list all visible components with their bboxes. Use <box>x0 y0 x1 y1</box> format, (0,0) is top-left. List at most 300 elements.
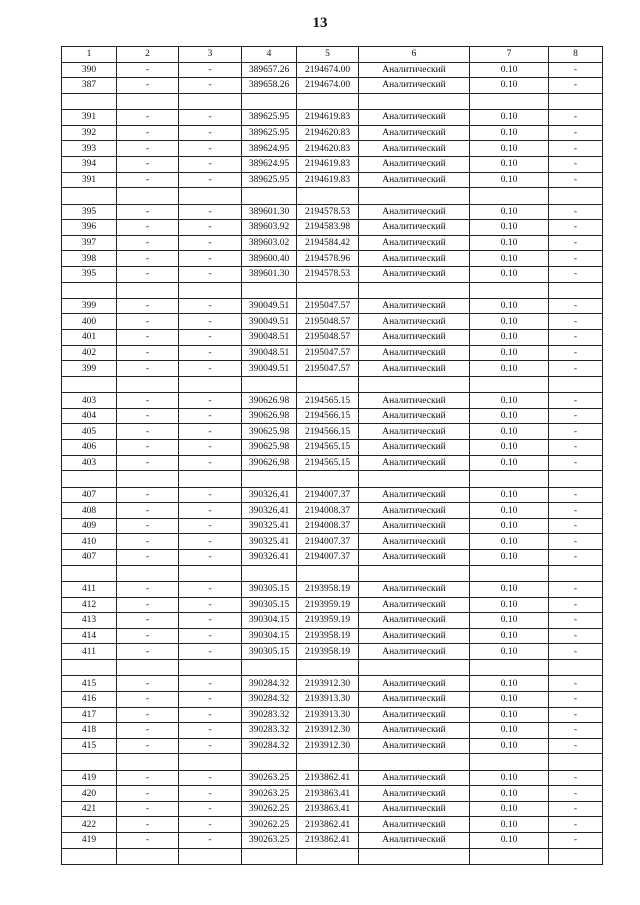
table-row <box>62 518 603 534</box>
table-cell: 390263.25 <box>242 786 297 802</box>
table-cell: 396 <box>62 220 117 236</box>
table-cell: 389625.95 <box>242 110 297 126</box>
table-cell: - <box>117 110 179 126</box>
table-cell: 2193958.19 <box>297 581 359 597</box>
empty-cell <box>359 93 470 109</box>
table-cell: 2193912.30 <box>297 738 359 754</box>
table-cell: 390284.32 <box>242 676 297 692</box>
table-cell: 2194620.83 <box>297 125 359 141</box>
table-cell: - <box>549 770 603 786</box>
empty-cell <box>62 93 117 109</box>
table-cell: - <box>179 455 242 471</box>
table-cell: - <box>549 644 603 660</box>
table-cell: - <box>117 691 179 707</box>
table-cell: Аналитический <box>359 266 470 282</box>
table-cell: 0.10 <box>470 707 549 723</box>
table-cell: - <box>117 801 179 817</box>
separator-row <box>62 659 603 675</box>
table-cell: - <box>179 204 242 220</box>
empty-cell <box>179 659 242 675</box>
empty-cell <box>549 565 603 581</box>
empty-cell <box>470 93 549 109</box>
table-cell: - <box>549 597 603 613</box>
table-cell: - <box>117 172 179 188</box>
table-row <box>62 723 603 739</box>
empty-cell <box>297 848 359 864</box>
table-cell: 2193913.30 <box>297 707 359 723</box>
table-cell: - <box>549 613 603 629</box>
table-row <box>62 314 603 330</box>
table-cell: 397 <box>62 235 117 251</box>
table-cell: 400 <box>62 314 117 330</box>
empty-cell <box>359 754 470 770</box>
table-cell: - <box>179 440 242 456</box>
table-cell: 402 <box>62 345 117 361</box>
table-row <box>62 110 603 126</box>
table-cell: - <box>179 581 242 597</box>
table-cell: 0.10 <box>470 235 549 251</box>
table-cell: 415 <box>62 738 117 754</box>
table-cell: 414 <box>62 628 117 644</box>
table-cell: 0.10 <box>470 723 549 739</box>
table-cell: - <box>549 534 603 550</box>
table-cell: - <box>117 723 179 739</box>
table-cell: - <box>179 691 242 707</box>
table-cell: 2194007.37 <box>297 487 359 503</box>
table-cell: - <box>179 833 242 849</box>
header-cell: 8 <box>549 47 603 63</box>
table-cell: - <box>117 393 179 409</box>
table-cell: 0.10 <box>470 487 549 503</box>
table-cell: - <box>549 110 603 126</box>
empty-cell <box>470 565 549 581</box>
table-cell: 390326.41 <box>242 487 297 503</box>
empty-cell <box>297 754 359 770</box>
table-cell: - <box>117 204 179 220</box>
table-cell: - <box>549 78 603 94</box>
empty-cell <box>179 471 242 487</box>
table-row <box>62 707 603 723</box>
table-cell: 419 <box>62 770 117 786</box>
table-cell: Аналитический <box>359 691 470 707</box>
table-cell: 0.10 <box>470 817 549 833</box>
table-cell: 0.10 <box>470 644 549 660</box>
table-cell: - <box>179 345 242 361</box>
table-cell: 418 <box>62 723 117 739</box>
table-cell: 421 <box>62 801 117 817</box>
table-cell: 0.10 <box>470 408 549 424</box>
table-cell: - <box>549 440 603 456</box>
header-cell: 3 <box>179 47 242 63</box>
empty-cell <box>62 565 117 581</box>
separator-row <box>62 754 603 770</box>
table-cell: 0.10 <box>470 534 549 550</box>
table-cell: - <box>117 235 179 251</box>
table-cell: Аналитический <box>359 738 470 754</box>
table-cell: - <box>179 78 242 94</box>
table-cell: 2194008.37 <box>297 518 359 534</box>
table-cell: 390262.25 <box>242 801 297 817</box>
separator-row <box>62 565 603 581</box>
table-cell: - <box>549 786 603 802</box>
table-cell: - <box>179 487 242 503</box>
table-cell: 0.10 <box>470 691 549 707</box>
empty-cell <box>179 376 242 392</box>
table-cell: 389658.26 <box>242 78 297 94</box>
empty-cell <box>470 376 549 392</box>
table-cell: - <box>117 408 179 424</box>
table-cell: - <box>117 125 179 141</box>
empty-cell <box>117 848 179 864</box>
empty-cell <box>179 93 242 109</box>
empty-cell <box>297 376 359 392</box>
table-row <box>62 220 603 236</box>
table-cell: Аналитический <box>359 314 470 330</box>
table-cell: Аналитический <box>359 345 470 361</box>
table-row <box>62 125 603 141</box>
table-cell: - <box>179 235 242 251</box>
table-cell: - <box>117 141 179 157</box>
table-cell: - <box>179 314 242 330</box>
empty-cell <box>549 188 603 204</box>
table-cell: Аналитический <box>359 628 470 644</box>
table-cell: 389603.02 <box>242 235 297 251</box>
table-cell: 390625.98 <box>242 424 297 440</box>
table-cell: 0.10 <box>470 549 549 565</box>
table-cell: 0.10 <box>470 345 549 361</box>
empty-cell <box>470 659 549 675</box>
empty-cell <box>179 282 242 298</box>
empty-cell <box>549 282 603 298</box>
table-cell: - <box>549 408 603 424</box>
table-row <box>62 393 603 409</box>
table-cell: 2194620.83 <box>297 141 359 157</box>
table-cell: - <box>549 628 603 644</box>
table-cell: - <box>179 393 242 409</box>
table-cell: - <box>179 597 242 613</box>
table-cell: 390325.41 <box>242 534 297 550</box>
table-cell: 0.10 <box>470 330 549 346</box>
table-cell: 392 <box>62 125 117 141</box>
table-cell: 2195047.57 <box>297 361 359 377</box>
table-cell: 0.10 <box>470 62 549 78</box>
table-cell: - <box>549 723 603 739</box>
table-row <box>62 738 603 754</box>
table-cell: 390326.41 <box>242 549 297 565</box>
table-cell: 0.10 <box>470 251 549 267</box>
empty-cell <box>470 471 549 487</box>
table-cell: 2194674.00 <box>297 78 359 94</box>
table-row <box>62 204 603 220</box>
table-row <box>62 235 603 251</box>
table-row <box>62 330 603 346</box>
coordinates-table <box>61 46 603 865</box>
table-cell: 2194583.98 <box>297 220 359 236</box>
empty-cell <box>359 376 470 392</box>
table-cell: - <box>117 503 179 519</box>
table-cell: 0.10 <box>470 204 549 220</box>
table-cell: 389600.40 <box>242 251 297 267</box>
table-cell: Аналитический <box>359 707 470 723</box>
empty-cell <box>242 188 297 204</box>
empty-cell <box>62 848 117 864</box>
table-cell: 390305.15 <box>242 581 297 597</box>
table-row <box>62 549 603 565</box>
table-cell: 2193959.19 <box>297 613 359 629</box>
table-cell: Аналитический <box>359 156 470 172</box>
table-cell: 2193913.30 <box>297 691 359 707</box>
table-cell: Аналитический <box>359 549 470 565</box>
table-row <box>62 833 603 849</box>
table-cell: - <box>549 220 603 236</box>
table-cell: Аналитический <box>359 424 470 440</box>
empty-cell <box>242 93 297 109</box>
table-row <box>62 817 603 833</box>
table-row <box>62 503 603 519</box>
table-row <box>62 440 603 456</box>
separator-row <box>62 93 603 109</box>
table-row <box>62 487 603 503</box>
empty-cell <box>470 188 549 204</box>
table-cell: 395 <box>62 204 117 220</box>
table-cell: 390625.98 <box>242 440 297 456</box>
table-row <box>62 361 603 377</box>
table-cell: - <box>549 251 603 267</box>
empty-cell <box>242 376 297 392</box>
table-cell: - <box>549 817 603 833</box>
table-cell: - <box>117 738 179 754</box>
table-cell: Аналитический <box>359 581 470 597</box>
table-cell: 0.10 <box>470 770 549 786</box>
table-cell: 410 <box>62 534 117 550</box>
table-cell: - <box>117 770 179 786</box>
table-cell: - <box>117 440 179 456</box>
empty-cell <box>117 188 179 204</box>
table-cell: - <box>179 707 242 723</box>
empty-cell <box>62 188 117 204</box>
table-row <box>62 424 603 440</box>
empty-cell <box>117 376 179 392</box>
table-cell: Аналитический <box>359 597 470 613</box>
table-cell: 0.10 <box>470 676 549 692</box>
table-cell: 390262.25 <box>242 817 297 833</box>
table-row <box>62 141 603 157</box>
table-cell: 404 <box>62 408 117 424</box>
empty-cell <box>242 659 297 675</box>
empty-cell <box>62 282 117 298</box>
table-cell: 389601.30 <box>242 266 297 282</box>
table-cell: 2193958.19 <box>297 628 359 644</box>
empty-cell <box>179 188 242 204</box>
table-cell: - <box>549 204 603 220</box>
table-cell: 0.10 <box>470 125 549 141</box>
empty-cell <box>117 471 179 487</box>
table-cell: - <box>549 581 603 597</box>
header-cell: 6 <box>359 47 470 63</box>
table-cell: 419 <box>62 833 117 849</box>
table-cell: - <box>549 549 603 565</box>
table-cell: 398 <box>62 251 117 267</box>
table-cell: - <box>179 424 242 440</box>
table-cell: - <box>117 78 179 94</box>
table-cell: 2194565.15 <box>297 440 359 456</box>
table-cell: - <box>179 298 242 314</box>
table-cell: - <box>549 676 603 692</box>
table-cell: - <box>549 518 603 534</box>
table-cell: - <box>117 817 179 833</box>
table-cell: 409 <box>62 518 117 534</box>
table-cell: 403 <box>62 393 117 409</box>
table-cell: 2195048.57 <box>297 330 359 346</box>
table-cell: - <box>179 801 242 817</box>
table-row <box>62 786 603 802</box>
table-cell: - <box>179 141 242 157</box>
table-cell: - <box>549 62 603 78</box>
table-cell: 390263.25 <box>242 770 297 786</box>
table-cell: - <box>549 235 603 251</box>
separator-row <box>62 282 603 298</box>
empty-cell <box>297 188 359 204</box>
table-cell: 2193862.41 <box>297 817 359 833</box>
table-cell: - <box>549 738 603 754</box>
table-cell: - <box>179 786 242 802</box>
table-row <box>62 455 603 471</box>
table-row <box>62 78 603 94</box>
table-cell: - <box>549 172 603 188</box>
table-row <box>62 581 603 597</box>
table-cell: 389625.95 <box>242 172 297 188</box>
table-cell: 415 <box>62 676 117 692</box>
table-cell: - <box>179 817 242 833</box>
table-cell: Аналитический <box>359 786 470 802</box>
header-cell: 1 <box>62 47 117 63</box>
table-cell: Аналитический <box>359 220 470 236</box>
table-cell: 2194008.37 <box>297 503 359 519</box>
table-cell: - <box>179 644 242 660</box>
empty-cell <box>359 471 470 487</box>
empty-cell <box>179 848 242 864</box>
empty-cell <box>62 376 117 392</box>
table-cell: Аналитический <box>359 440 470 456</box>
empty-cell <box>62 471 117 487</box>
table-cell: 2194578.96 <box>297 251 359 267</box>
table-row <box>62 156 603 172</box>
table-cell: - <box>549 455 603 471</box>
table-cell: 0.10 <box>470 156 549 172</box>
empty-cell <box>242 471 297 487</box>
table-cell: - <box>117 707 179 723</box>
table-cell: - <box>549 707 603 723</box>
table-cell: 389625.95 <box>242 125 297 141</box>
table-cell: 0.10 <box>470 141 549 157</box>
table-cell: Аналитический <box>359 204 470 220</box>
table-cell: 390284.32 <box>242 738 297 754</box>
table-row <box>62 676 603 692</box>
table-cell: - <box>117 786 179 802</box>
table-cell: Аналитический <box>359 361 470 377</box>
table-cell: 411 <box>62 581 117 597</box>
empty-cell <box>359 188 470 204</box>
table-cell: - <box>179 110 242 126</box>
table-cell: Аналитический <box>359 534 470 550</box>
table-cell: 390325.41 <box>242 518 297 534</box>
table-cell: Аналитический <box>359 503 470 519</box>
table-cell: - <box>117 644 179 660</box>
table-cell: 0.10 <box>470 738 549 754</box>
table-cell: - <box>179 676 242 692</box>
table-cell: 391 <box>62 172 117 188</box>
table-cell: - <box>117 266 179 282</box>
table-cell: - <box>179 266 242 282</box>
empty-cell <box>297 471 359 487</box>
table-cell: - <box>549 691 603 707</box>
table-cell: Аналитический <box>359 723 470 739</box>
empty-cell <box>297 93 359 109</box>
table-cell: Аналитический <box>359 62 470 78</box>
table-body <box>62 62 603 864</box>
table-cell: - <box>117 361 179 377</box>
table-cell: 2193863.41 <box>297 801 359 817</box>
empty-cell <box>242 848 297 864</box>
table-cell: 2195048.57 <box>297 314 359 330</box>
table-row <box>62 62 603 78</box>
table-cell: - <box>179 613 242 629</box>
empty-cell <box>359 282 470 298</box>
table-cell: 2195047.57 <box>297 345 359 361</box>
table-cell: - <box>179 723 242 739</box>
table-cell: - <box>179 503 242 519</box>
table-row <box>62 266 603 282</box>
table-cell: - <box>549 298 603 314</box>
table-cell: 390326.41 <box>242 503 297 519</box>
table-cell: 390626.98 <box>242 393 297 409</box>
table-row <box>62 691 603 707</box>
header-cell: 4 <box>242 47 297 63</box>
table-cell: Аналитический <box>359 110 470 126</box>
table-cell: 389657.26 <box>242 62 297 78</box>
table-cell: 0.10 <box>470 220 549 236</box>
empty-cell <box>549 376 603 392</box>
table-cell: 0.10 <box>470 266 549 282</box>
table-cell: 401 <box>62 330 117 346</box>
table-cell: - <box>117 455 179 471</box>
table-cell: 0.10 <box>470 110 549 126</box>
table-cell: 0.10 <box>470 518 549 534</box>
table-cell: - <box>549 314 603 330</box>
table-cell: 391 <box>62 110 117 126</box>
table-cell: 2194565.15 <box>297 393 359 409</box>
empty-cell <box>549 848 603 864</box>
table-cell: 0.10 <box>470 298 549 314</box>
empty-cell <box>470 282 549 298</box>
table-cell: 0.10 <box>470 613 549 629</box>
table-cell: - <box>117 62 179 78</box>
empty-cell <box>179 754 242 770</box>
table-cell: 389601.30 <box>242 204 297 220</box>
table-cell: Аналитический <box>359 518 470 534</box>
table-cell: 412 <box>62 597 117 613</box>
table-cell: 390283.32 <box>242 723 297 739</box>
table-cell: 390263.25 <box>242 833 297 849</box>
table-cell: - <box>179 172 242 188</box>
table-cell: - <box>179 738 242 754</box>
table-cell: 390048.51 <box>242 330 297 346</box>
table-cell: 0.10 <box>470 424 549 440</box>
table-cell: 2194566.15 <box>297 424 359 440</box>
empty-cell <box>359 565 470 581</box>
table-cell: 0.10 <box>470 78 549 94</box>
table-cell: 390283.32 <box>242 707 297 723</box>
